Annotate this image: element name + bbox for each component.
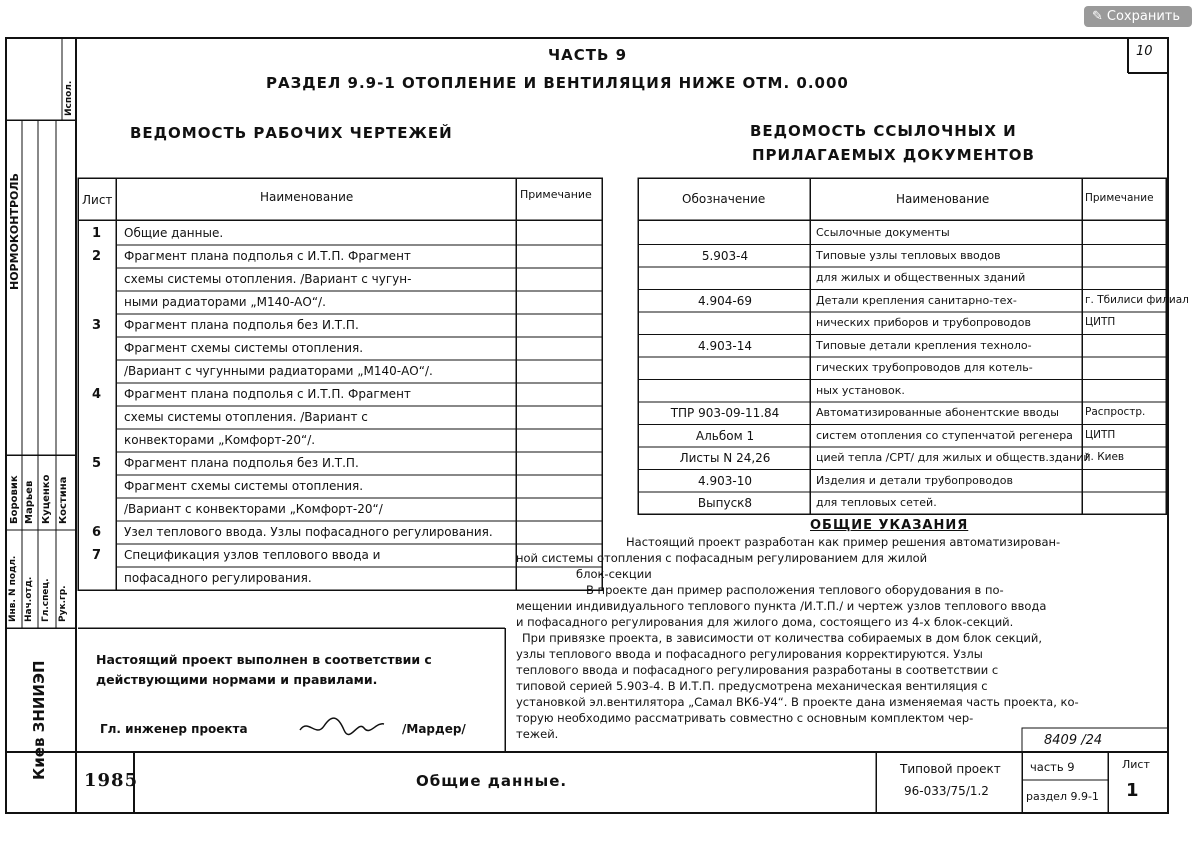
- ref-code: 4.903-10: [698, 473, 752, 488]
- drawing-name: Общие данные.: [124, 226, 224, 240]
- stamp-role-2: Гл.спец.: [41, 578, 51, 622]
- note-line: тежей.: [516, 727, 559, 741]
- project-code: 96-033/75/1.2: [904, 784, 989, 798]
- ref-code: 4.904-69: [698, 293, 752, 308]
- general-notes-title: ОБЩИЕ УКАЗАНИЯ: [810, 518, 969, 533]
- note-line: торую необходимо рассматривать совместно с основным комплектом чер-: [516, 711, 974, 725]
- ref-name: для жилых и общественных зданий: [816, 271, 1026, 284]
- ref-code: 5.903-4: [701, 248, 749, 263]
- engineer-label: Гл. инженер проекта: [100, 722, 248, 736]
- note-line: В проекте дан пример расположения теплового оборудования в по-: [586, 583, 1004, 597]
- ref-note: г. Тбилиси филиал: [1085, 293, 1189, 306]
- ref-name: Типовые узлы тепловых вводов: [816, 248, 1001, 262]
- right-heading-1: ВЕДОМОСТЬ ССЫЛОЧНЫХ И: [750, 122, 1017, 140]
- engineer-signature: [298, 712, 388, 742]
- inventory-stamp: Инв. N подл.: [8, 555, 18, 622]
- ref-code: ТПР 903-09-11.84: [670, 406, 780, 420]
- col-header-name: Наименование: [260, 190, 354, 204]
- drawing-name: конвекторами „Комфорт-20“/.: [124, 433, 316, 447]
- ref-name: гических трубопроводов для котель-: [816, 361, 1033, 374]
- engineer-name: /Мардер/: [402, 722, 466, 736]
- part-label: ЧАСТЬ 9: [548, 46, 628, 64]
- ref-code: Листы N 24,26: [679, 451, 771, 465]
- ref-col-header-note: Примечание: [1085, 192, 1154, 204]
- drawing-name: схемы системы отопления. /Вариант с: [124, 410, 368, 424]
- section-title: РАЗДЕЛ 9.9-1 ОТОПЛЕНИЕ И ВЕНТИЛЯЦИЯ НИЖЕ ОТМ. 0.000: [266, 74, 849, 92]
- note-line: мещении индивидуального теплового пункта /И.Т.П./ и чертеж узлов теплового ввода: [516, 599, 1047, 613]
- save-button[interactable]: ✎ Сохранить: [1084, 6, 1192, 27]
- note-line: теплового ввода и пофасадного регулирования разработаны в соответствии с: [516, 663, 999, 677]
- section-cell: раздел 9.9-1: [1026, 790, 1099, 803]
- stamp-name-2: Марьев: [24, 480, 35, 524]
- drawing-sheet-no: 5: [92, 456, 102, 471]
- stamp-role-1: Нач.отд.: [24, 576, 34, 622]
- drawing-name: схемы системы отопления. /Вариант с чугун-: [124, 272, 412, 286]
- project-label: Типовой проект: [900, 762, 1001, 776]
- sheet-label: Лист: [1122, 758, 1150, 771]
- drawing-name: Фрагмент схемы системы отопления.: [124, 341, 364, 355]
- statement-line2: действующими нормами и правилами.: [96, 672, 378, 687]
- drawing-name: Фрагмент плана подполья без И.Т.П.: [124, 456, 359, 470]
- right-heading-2: ПРИЛАГАЕМЫХ ДОКУМЕНТОВ: [752, 146, 1035, 164]
- general-notes: [516, 534, 1164, 742]
- ref-name: Детали крепления санитарно-тех-: [816, 293, 1017, 307]
- stamp-role-4: Испол.: [64, 80, 74, 116]
- stamp-name-1: Боровик: [9, 475, 20, 524]
- drawing-name: пофасадного регулирования.: [124, 571, 312, 585]
- drawing-sheet-no: 7: [92, 548, 102, 563]
- note-line: Настоящий проект разработан как пример решения автоматизирован-: [626, 535, 1061, 549]
- ref-col-header-name: Наименование: [896, 192, 990, 206]
- drawing-sheet-no: 1: [92, 226, 102, 241]
- pencil-icon: ✎: [1091, 9, 1103, 24]
- statement-line1: Настоящий проект выполнен в соответствии с: [96, 652, 432, 667]
- ref-name: Автоматизированные абонентские вводы: [816, 406, 1059, 419]
- ref-code: 4.903-14: [698, 338, 752, 353]
- note-line: блок-секции: [576, 567, 652, 581]
- drawing-name: ными радиаторами „М140-АО“/.: [124, 295, 326, 309]
- ref-note: ЦИТП: [1085, 316, 1116, 328]
- drawing-name: Спецификация узлов теплового ввода и: [124, 548, 381, 562]
- col-header-note: Примечание: [520, 188, 592, 201]
- drawing-name: /Вариант с конвекторами „Комфорт-20“/: [124, 502, 383, 516]
- drawing-name: Фрагмент плана подполья без И.Т.П.: [124, 318, 359, 332]
- drawing-sheet-no: 6: [92, 525, 102, 540]
- sheet-number-top: 10: [1136, 44, 1153, 59]
- drawing-name: Фрагмент плана подполья с И.Т.П. Фрагмент: [124, 249, 411, 263]
- archive-number: 8409 /24: [1044, 733, 1103, 748]
- ref-name: ных установок.: [816, 383, 905, 397]
- ref-name: нических приборов и трубопроводов: [816, 316, 1031, 329]
- year: 1985: [84, 770, 139, 791]
- note-line: типовой серией 5.903-4. В И.Т.П. предусмотрена механическая вентиляция с: [516, 679, 988, 693]
- drawing-name: Узел теплового ввода. Узлы пофасадного регулирования.: [124, 525, 493, 539]
- left-heading: ВЕДОМОСТЬ РАБОЧИХ ЧЕРТЕЖЕЙ: [130, 124, 453, 142]
- control-stamp: НОРМОКОНТРОЛЬ: [8, 173, 21, 290]
- ref-name: систем отопления со ступенчатой регенера: [816, 428, 1073, 442]
- ref-name: цией тепла /СРТ/ для жилых и обществ.зданий: [816, 451, 1091, 464]
- note-line: установкой эл.вентилятора „Самал ВК6-У4“. В проекте дана изменяемая часть проекта, ко-: [516, 695, 1079, 709]
- ref-col-header-code: Обозначение: [682, 192, 766, 206]
- ref-name: для тепловых сетей.: [816, 496, 937, 509]
- stamp-role-3: Рук.гр.: [58, 585, 68, 622]
- drawing-sheet-no: 4: [92, 387, 102, 402]
- drawing-sheet-no: 2: [92, 249, 102, 264]
- part-cell: часть 9: [1030, 760, 1075, 774]
- sheet-value: 1: [1126, 780, 1140, 801]
- ref-code: Выпуск8: [697, 496, 753, 510]
- drawing-name: /Вариант с чугунными радиаторами „М140-АО“/.: [124, 364, 433, 378]
- note-line: узлы теплового ввода и пофасадного регулирования корректируются. Узлы: [516, 647, 983, 661]
- note-line: ной системы отопления с пофасадным регулированием для жилой: [516, 551, 928, 565]
- ref-name: Изделия и детали трубопроводов: [816, 473, 1013, 487]
- ref-code: Альбом 1: [695, 428, 755, 443]
- drawing-sheet-no: 3: [92, 318, 102, 333]
- col-header-sheet: Лист: [82, 193, 113, 207]
- doc-title: Общие данные.: [416, 772, 568, 790]
- ref-note: Распростр.: [1085, 406, 1146, 418]
- stamp-name-4: Костина: [58, 476, 69, 524]
- stamp-name-3: Куценко: [41, 474, 52, 524]
- drawing-name: Фрагмент схемы системы отопления.: [124, 479, 364, 493]
- org-stamp: Киев ЗНИИЭП: [30, 660, 48, 780]
- ref-note: ЦИТП: [1085, 428, 1116, 441]
- ref-name: Типовые детали крепления техноло-: [816, 338, 1032, 352]
- drawing-name: Фрагмент плана подполья с И.Т.П. Фрагмент: [124, 387, 411, 401]
- ref-note: г. Киев: [1085, 451, 1125, 463]
- note-line: При привязке проекта, в зависимости от количества собираемых в дом блок секций,: [522, 631, 1043, 645]
- note-line: и пофасадного регулирования для жилого дома, состоящего из 4-х блок-секций.: [516, 615, 1014, 629]
- ref-name: Ссылочные документы: [816, 226, 950, 239]
